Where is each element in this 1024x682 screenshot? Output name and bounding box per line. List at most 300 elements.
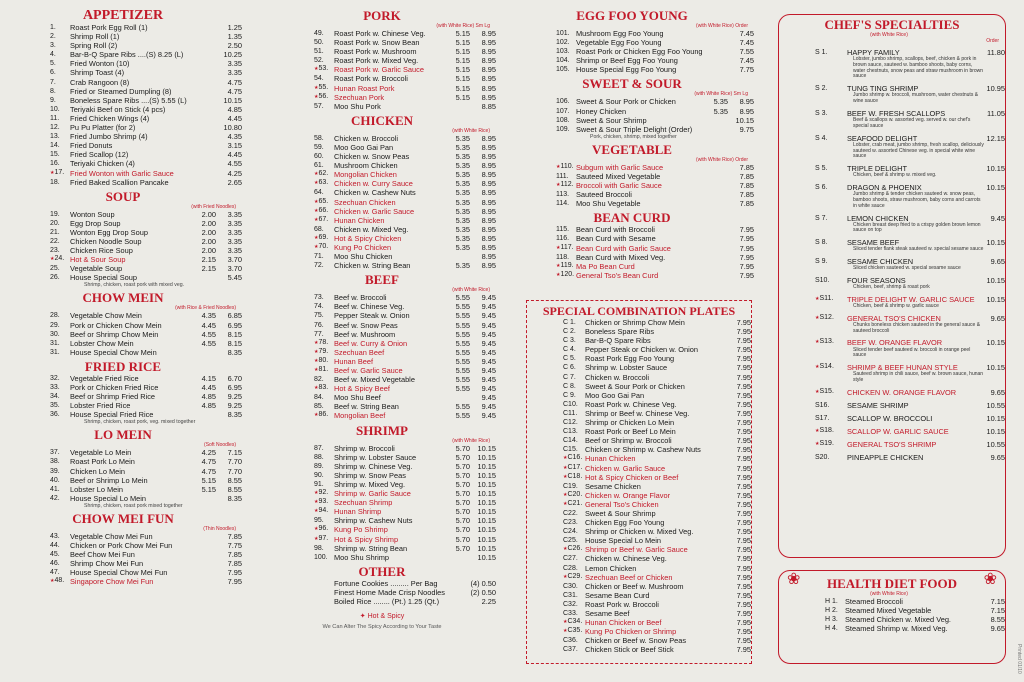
- item-name: Teriyaki Beef on Stick (4 pcs): [70, 104, 166, 114]
- item-price: 7.95: [736, 463, 751, 473]
- large-price: 8.35: [227, 410, 242, 420]
- menu-item-row: [527, 464, 751, 473]
- menu-item-row: [268, 134, 496, 143]
- large-price: 9.45: [481, 384, 496, 394]
- item-description: Lobster, crab meat, jumbo shrimp, fresh scallop, deliciously sauteed w. assorted Chinese veg. in special white wine sauce: [853, 141, 984, 160]
- item-name: Hunan Chicken or Beef: [585, 618, 662, 628]
- menu-item-row: [527, 573, 751, 582]
- item-name: GENERAL TSO'S SHRIMP: [847, 440, 937, 450]
- item-price: 7.85: [739, 162, 754, 172]
- item-price: 11.80: [987, 48, 1005, 57]
- item-number: ★ 81.: [314, 365, 334, 375]
- menu-item-row: [268, 357, 496, 366]
- item-name: Chicken w. Chinese Veg.: [585, 554, 667, 564]
- item-price: 7.95: [736, 418, 751, 428]
- item-number: C14.: [563, 437, 578, 445]
- large-price: 10.15: [477, 507, 496, 517]
- item-price: 9.45: [990, 213, 1005, 223]
- menu-item-row: [4, 264, 242, 273]
- item-name: Shrimp Chow Mei Fun: [70, 559, 144, 569]
- item-number: 21.: [50, 228, 60, 236]
- item-number: 7.: [50, 78, 56, 86]
- item-name: Chicken Noodle Soup: [70, 236, 142, 246]
- small-price: 5.55: [455, 375, 470, 385]
- item-price: 7.85: [227, 531, 242, 541]
- item-price: 7.45: [739, 38, 754, 48]
- item-price: 7.95: [736, 472, 751, 482]
- bean-curd-list: [510, 225, 754, 280]
- item-name: Sauteed Mixed Vegetable: [576, 171, 661, 181]
- item-price: 4.35: [227, 132, 242, 142]
- menu-item-row: [527, 509, 751, 518]
- menu-item-row: [268, 293, 496, 302]
- item-number: 61.: [314, 162, 324, 170]
- menu-item-row: [268, 339, 496, 348]
- menu-item-row: [268, 348, 496, 357]
- small-price: 5.70: [455, 543, 470, 553]
- item-name: GENERAL TSO'S CHICKEN: [847, 313, 941, 323]
- small-price: 4.55: [201, 338, 216, 348]
- menu-item-row: [4, 50, 242, 59]
- item-number: C33.: [563, 610, 578, 617]
- item-price: 7.15: [990, 606, 1005, 616]
- menu-item-row: [4, 392, 242, 401]
- item-number: ★ C29.: [563, 572, 585, 582]
- large-price: 8.95: [481, 56, 496, 66]
- item-number: 46.: [50, 560, 60, 568]
- item-name: Pepper Steak w. Onion: [334, 311, 410, 321]
- menu-item-row: [268, 188, 496, 197]
- large-price: 8.95: [481, 74, 496, 84]
- item-number: ★ 120.: [556, 270, 576, 280]
- item-number: 15.: [50, 151, 60, 159]
- item-name: Moo Shu Vegetable: [576, 199, 641, 209]
- item-number: S20.: [815, 454, 830, 462]
- item-name: Hunan Chicken: [585, 454, 636, 464]
- small-price: 2.00: [201, 236, 216, 246]
- large-price: 9.25: [227, 401, 242, 411]
- menu-item-row: [268, 74, 496, 83]
- item-name: Subgum with Garlic Sauce: [576, 162, 664, 172]
- item-number: C23.: [563, 519, 578, 527]
- item-number: 4.: [50, 51, 56, 59]
- combo-title: SPECIAL COMBINATION PLATES: [542, 304, 736, 318]
- item-price: 7.85: [227, 550, 242, 560]
- item-number: C24.: [563, 528, 578, 536]
- item-number: 30.: [50, 330, 60, 338]
- item-price: 7.95: [736, 490, 751, 500]
- large-price: 8.95: [481, 206, 496, 216]
- small-price: 5.35: [455, 142, 470, 152]
- menu-item-row: [510, 97, 754, 106]
- item-price: 10.80: [223, 123, 242, 133]
- item-number: H 4.: [825, 625, 838, 633]
- item-price: 4.85: [227, 104, 242, 114]
- large-price: 10.15: [477, 552, 496, 562]
- item-name: Beef w. Snow Peas: [334, 320, 398, 330]
- item-price: (2) 0.50: [470, 587, 496, 597]
- item-name: Moo Shu Beef: [334, 393, 381, 403]
- item-name: Chicken w. Broccoli: [585, 372, 650, 382]
- menu-item-row: [4, 541, 242, 550]
- item-price: 7.95: [736, 518, 751, 528]
- vegetable-subtitle: (with White Rice) Order: [696, 156, 748, 163]
- item-price: 7.55: [739, 47, 754, 57]
- small-price: 4.75: [201, 466, 216, 476]
- menu-item-row: [4, 273, 242, 282]
- large-price: 8.95: [481, 152, 496, 162]
- menu-item-row: [510, 225, 754, 234]
- item-number: 29.: [50, 321, 60, 329]
- item-price: 3.35: [227, 59, 242, 69]
- item-name: House Special Soup: [70, 273, 137, 283]
- item-number: 54.: [314, 75, 324, 83]
- menu-item-row: [4, 32, 242, 41]
- item-number: 118.: [556, 253, 570, 261]
- item-price: 7.85: [739, 190, 754, 200]
- small-price: 5.15: [201, 475, 216, 485]
- item-price: 10.55: [986, 400, 1005, 410]
- small-price: 5.70: [455, 516, 470, 526]
- item-name: Chicken or Shrimp Chow Mein: [585, 318, 685, 327]
- large-price: 9.45: [481, 356, 496, 366]
- item-name: Boneless Spare Ribs: [585, 327, 655, 337]
- item-number: 31.: [50, 339, 60, 347]
- menu-item-row: [4, 96, 242, 105]
- large-price: 7.70: [227, 457, 242, 467]
- egg-foo-young-subtitle: (with White Rice) Order: [696, 23, 748, 29]
- item-name: Sweet & Sour Shrimp: [585, 508, 656, 518]
- large-price: 8.95: [481, 215, 496, 225]
- small-price: 5.70: [455, 498, 470, 508]
- large-price: 9.75: [739, 124, 754, 134]
- item-name: HAPPY FAMILY: [847, 48, 900, 57]
- menu-item-row: [268, 384, 496, 393]
- item-name: Lobster Lo Mein: [70, 484, 123, 494]
- small-price: 5.35: [713, 97, 728, 107]
- item-price: 7.95: [736, 390, 751, 400]
- item-name: House Special Fried Rice: [70, 410, 154, 420]
- large-price: 3.35: [227, 218, 242, 228]
- small-price: 2.00: [201, 218, 216, 228]
- sweet-sour-title: SWEET & SOUR: [582, 76, 682, 92]
- spicy-note: We Can Alter The Spicy According to Your Taste: [322, 624, 442, 631]
- menu-item-row: [527, 645, 751, 654]
- item-price: 9.65: [990, 313, 1005, 323]
- item-number: 91.: [314, 480, 324, 488]
- item-name: Shrimp w. Broccoli: [334, 443, 395, 453]
- item-number: 41.: [50, 485, 60, 493]
- menu-item-row: [510, 163, 754, 172]
- item-name: Beef Chow Mei Fun: [70, 550, 135, 560]
- menu-item-row: [527, 500, 751, 509]
- small-price: 4.75: [201, 457, 216, 467]
- menu-item-row: [527, 336, 751, 345]
- small-price: 5.35: [455, 170, 470, 180]
- item-name: Kung Po Shrimp: [334, 525, 388, 535]
- small-price: 5.70: [455, 443, 470, 453]
- item-name: Steamed Broccoli: [845, 597, 903, 606]
- item-name: Chicken w. Garlic Sauce: [334, 206, 415, 216]
- item-price: 4.55: [227, 159, 242, 169]
- other-list: [268, 579, 496, 606]
- menu-item-row: [527, 527, 751, 536]
- chef-title: CHEF'S SPECIALTIES: [824, 17, 960, 32]
- item-number: 37.: [50, 449, 60, 457]
- menu-item-row: [510, 234, 754, 243]
- large-price: 8.15: [227, 338, 242, 348]
- large-price: 8.95: [481, 242, 496, 252]
- item-number: ★ C34.: [563, 617, 585, 627]
- item-name: Chicken w. String Bean: [334, 261, 411, 271]
- item-price: 7.95: [736, 536, 751, 546]
- large-price: 9.45: [481, 366, 496, 375]
- item-name: Hunan Roast Pork: [334, 83, 395, 93]
- item-price: 2.25: [481, 596, 496, 606]
- item-price: 9.65: [990, 387, 1005, 397]
- item-number: 25.: [50, 265, 60, 273]
- item-name: Chicken Lo Mein: [70, 466, 126, 476]
- menu-item-row: [527, 491, 751, 500]
- menu-item-row: [268, 261, 496, 270]
- small-price: 4.85: [201, 401, 216, 411]
- item-number: ★ 112.: [556, 180, 576, 190]
- item-number: 39.: [50, 467, 60, 475]
- large-price: 6.85: [227, 311, 242, 321]
- item-name: Boneless Spare Ribs ....(S) 5.55 (L): [70, 95, 187, 105]
- item-name: Chicken or Pork Chow Mei Fun: [70, 541, 173, 551]
- item-name: Moo Shu Chicken: [334, 252, 393, 262]
- fried-rice-list: [4, 374, 242, 419]
- small-price: 5.55: [455, 320, 470, 330]
- item-name: Shrimp Roll (1): [70, 32, 120, 42]
- item-price: 7.95: [736, 618, 751, 628]
- small-price: 5.70: [455, 479, 470, 489]
- item-description: Chicken, beef & shrimp w. garlic sauce: [853, 302, 939, 309]
- item-number: S 4.: [815, 134, 828, 142]
- item-description: Chicken, beef & shrimp w. mixed veg.: [853, 172, 937, 179]
- item-price: 7.95: [736, 499, 751, 509]
- soup-note: Shrimp, chicken, roast pork with mixed veg.: [84, 282, 185, 289]
- item-number: C15.: [563, 446, 578, 454]
- item-name: Chicken w. Snow Peas: [334, 152, 410, 162]
- item-name: Moo Goo Gai Pan: [585, 390, 645, 400]
- item-name: Bar-B-Q Spare Ribs: [585, 336, 651, 346]
- menu-item-row: [268, 56, 496, 65]
- item-number: ★ 92.: [314, 488, 334, 498]
- menu-item-row: [268, 507, 496, 516]
- shrimp-list: [268, 444, 496, 562]
- menu-item-row: [268, 170, 496, 179]
- item-name: Mushroom Egg Foo Young: [576, 29, 664, 38]
- item-price: 7.95: [736, 399, 751, 409]
- menu-item-row: [4, 228, 242, 237]
- item-number: 68.: [314, 225, 324, 233]
- item-number: C 7.: [563, 373, 576, 381]
- item-name: Roast Pork Egg Roll (1): [70, 23, 148, 32]
- item-name: Roast Pork w. Broccoli: [334, 74, 408, 84]
- item-number: 23.: [50, 247, 60, 255]
- menu-item-row: [510, 172, 754, 181]
- item-number: C37.: [563, 646, 578, 654]
- item-name: Beef or Shrimp Lo Mein: [70, 475, 148, 485]
- menu-item-row: [510, 199, 754, 208]
- small-price: 5.35: [455, 215, 470, 225]
- item-name: Chicken or Beef w. Mushroom: [585, 581, 684, 591]
- menu-item-row: [4, 467, 242, 476]
- item-number: S 7.: [815, 214, 828, 222]
- item-name: Broccoli with Garlic Sauce: [576, 181, 662, 191]
- item-price: 7.95: [739, 225, 754, 235]
- item-number: 74.: [314, 303, 324, 311]
- large-price: 3.35: [227, 209, 242, 219]
- item-price: 4.45: [227, 113, 242, 123]
- appetizer-list: [4, 23, 242, 187]
- item-price: 7.95: [739, 252, 754, 262]
- menu-item-row: [4, 348, 242, 357]
- menu-item-row: [4, 41, 242, 50]
- item-number: ★ S15.: [815, 387, 847, 397]
- item-number: 10.: [50, 105, 60, 113]
- item-price: 7.95: [736, 563, 751, 573]
- item-price: 7.95: [736, 318, 751, 327]
- item-name: Chicken Stick or Beef Stick: [585, 645, 674, 655]
- small-price: 5.15: [455, 38, 470, 48]
- item-number: ★ 78.: [314, 338, 334, 348]
- item-price: 7.45: [739, 56, 754, 66]
- menu-item-row: [268, 93, 496, 102]
- item-price: 7.95: [739, 243, 754, 253]
- item-name: Hot & Spicy Shrimp: [334, 534, 399, 544]
- large-price: 6.70: [227, 373, 242, 383]
- item-name: Roast Pork w. Mixed Veg.: [334, 56, 419, 66]
- item-price: 7.95: [736, 609, 751, 618]
- item-number: ★ S14.: [815, 362, 847, 372]
- item-price: 4.25: [227, 168, 242, 178]
- menu-item-row: [268, 84, 496, 93]
- item-name: DRAGON & PHOENIX: [847, 183, 922, 193]
- chef-subtitle: (with White Rice): [870, 32, 908, 38]
- large-price: 9.45: [481, 311, 496, 321]
- menu-item-row: [268, 330, 496, 339]
- menu-item-row: [527, 564, 751, 573]
- item-number: 45.: [50, 551, 60, 559]
- item-number: ★ 83.: [314, 383, 334, 393]
- item-number: S 6.: [815, 184, 828, 192]
- menu-item-row: [4, 485, 242, 494]
- menu-item-row: [268, 143, 496, 152]
- item-name: Fried Scallop (12): [70, 150, 129, 160]
- item-name: Vegetable Lo Mein: [70, 448, 132, 458]
- menu-item-row: [4, 339, 242, 348]
- item-price: 10.15: [986, 338, 1005, 348]
- item-price: 7.45: [739, 29, 754, 38]
- item-price: 7.95: [736, 545, 751, 555]
- small-price: 5.35: [455, 179, 470, 189]
- item-number: ★ S11.: [815, 294, 847, 304]
- fried-rice-note: Shrimp, chicken, roast pork, veg. mixed together: [84, 419, 196, 426]
- large-price: 7.70: [227, 466, 242, 476]
- small-price: 5.70: [455, 489, 470, 499]
- large-price: 8.95: [481, 170, 496, 180]
- small-price: 5.55: [455, 384, 470, 394]
- item-name: Beef w. Chinese Veg.: [334, 302, 405, 312]
- item-number: 16.: [50, 160, 60, 168]
- item-name: Sweet & Sour Pork or Chicken: [585, 381, 685, 391]
- item-number: 106.: [556, 98, 570, 106]
- small-price: 5.15: [455, 47, 470, 57]
- menu-item-row: [527, 627, 751, 636]
- menu-item-row: [527, 436, 751, 445]
- menu-item-row: [268, 65, 496, 74]
- menu-item-row: [527, 600, 751, 609]
- item-price: 7.95: [736, 572, 751, 582]
- item-number: 50.: [314, 39, 324, 47]
- item-name: Lemon Chicken: [585, 563, 637, 573]
- other-title: OTHER: [358, 563, 406, 579]
- item-price: 2.50: [227, 41, 242, 51]
- item-name: Chicken or Beef w. Snow Peas: [585, 636, 687, 646]
- item-number: C22.: [563, 509, 578, 517]
- item-number: C19.: [563, 482, 578, 490]
- item-number: C 3.: [563, 337, 576, 345]
- menu-item-row: [510, 116, 754, 125]
- large-price: 9.45: [481, 338, 496, 348]
- item-price: 10.25: [223, 50, 242, 60]
- item-name: Shrimp w. String Bean: [334, 543, 408, 553]
- item-number: ★ 24.: [50, 254, 70, 264]
- item-number: 85.: [314, 403, 324, 411]
- beef-title: BEEF: [365, 272, 399, 288]
- item-name: Vegetable Soup: [70, 264, 123, 274]
- item-number: 18.: [50, 178, 60, 186]
- item-number: ★ 69.: [314, 233, 334, 243]
- item-number: C11.: [563, 409, 578, 417]
- menu-item-row: [268, 366, 496, 375]
- menu-item-row: [527, 518, 751, 527]
- item-number: 43.: [50, 532, 60, 540]
- item-price: 7.95: [736, 408, 751, 418]
- menu-item-row: [779, 615, 1005, 624]
- item-name: Lobster Fried Rice: [70, 401, 131, 411]
- menu-item-row: [779, 453, 1005, 462]
- item-name: Sesame Chicken: [585, 481, 641, 491]
- menu-item-row: [527, 427, 751, 436]
- item-name: Vegetable Chow Mein: [70, 311, 142, 321]
- item-number: C 8.: [563, 382, 576, 390]
- item-name: LEMON CHICKEN: [847, 213, 909, 223]
- menu-item-row: [4, 78, 242, 87]
- small-price: 5.15: [201, 484, 216, 494]
- item-number: ★ 53.: [314, 64, 334, 74]
- item-price: 1.25: [227, 23, 242, 32]
- item-name: Wonton Soup: [70, 209, 115, 219]
- item-name: Roast Pork w. Broccoli: [585, 599, 659, 609]
- small-price: 5.55: [455, 302, 470, 312]
- item-price: 10.15: [986, 427, 1005, 437]
- item-name: Hunan Chicken: [334, 215, 385, 225]
- item-number: 73.: [314, 294, 324, 302]
- item-number: C25.: [563, 537, 578, 545]
- health-title: HEALTH DIET FOOD: [826, 576, 958, 591]
- item-name: General Tso's Bean Curd: [576, 270, 659, 280]
- menu-item-row: [510, 65, 754, 74]
- item-name: House Special Lo Mein: [585, 536, 662, 546]
- small-price: 5.15: [455, 65, 470, 75]
- item-price: 7.95: [736, 554, 751, 564]
- item-number: 52.: [314, 57, 324, 65]
- menu-item-row: [268, 38, 496, 47]
